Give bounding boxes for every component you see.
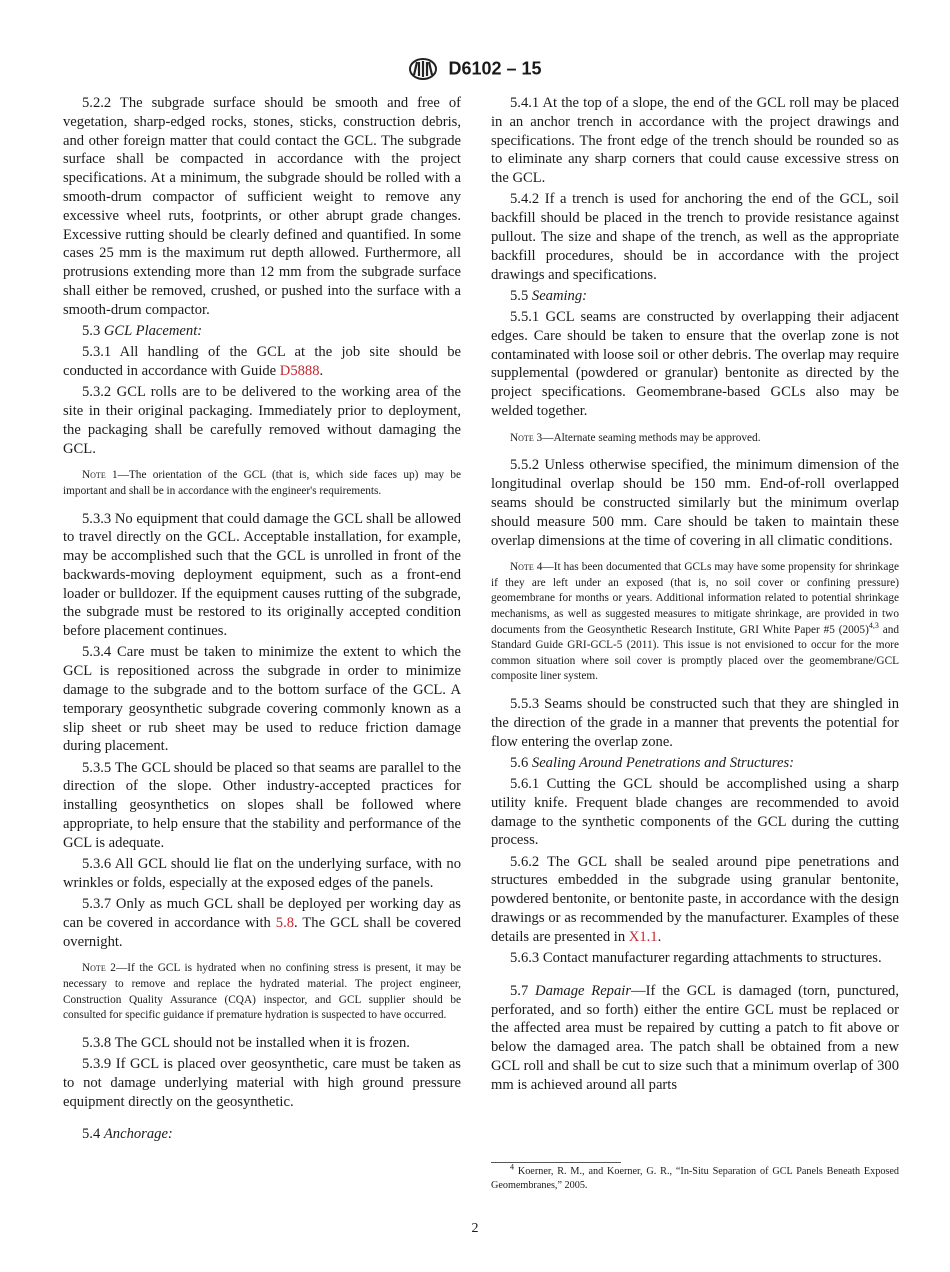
footnote-rule bbox=[491, 1162, 621, 1163]
paragraph-text: 5.4 bbox=[82, 1126, 104, 1143]
footnote-mark: 4 bbox=[510, 1162, 514, 1172]
body-paragraph bbox=[63, 510, 461, 642]
note-paragraph bbox=[491, 560, 899, 685]
cross-reference-link[interactable]: X1.1 bbox=[628, 928, 658, 945]
body-paragraph bbox=[63, 759, 461, 853]
right-column bbox=[491, 94, 899, 1097]
paragraph-text: 5.3.5 The GCL should be placed so that seams are parallel to the direction of the slope. Other industry-accepted practices for installing geosynthetics on slopes shall be followed where appropriate, to help ensure that the stability and performance of the GCL is adequate. bbox=[63, 759, 461, 851]
paragraph-text: 5.3.4 Care must be taken to minimize the extent to which the GCL is repositioned across the subgrade in order to minimize damage to the subgrade and to the bottom surface of the GCL. A temporary geosynthetic subgrade covering commonly known as a slip sheet or rub sheet may be used to reduce friction damage during placement. bbox=[63, 644, 461, 755]
paragraph-text: 1—The orientation of the GCL (that is, which side faces up) may be important and shall be in accordance with the engineer's requirements. bbox=[63, 469, 461, 497]
section-heading: Damage Repair bbox=[535, 982, 632, 999]
body-paragraph bbox=[63, 895, 461, 951]
paragraph-text: 5.3.2 GCL rolls are to be delivered to the working area of the site in their original packaging. Immediately prior to deployment, the packaging shall be carefully removed without damaging the GCL. bbox=[63, 384, 461, 457]
body-paragraph bbox=[491, 853, 899, 947]
note-label: Note bbox=[510, 431, 534, 444]
paragraph-text: 5.6.1 Cutting the GCL should be accomplished using a sharp utility knife. Frequent blade changes are recommended to avoid damage to the synthetic components of the GCL during the cutting process. bbox=[491, 776, 899, 849]
footnote-text: Koerner, R. M., and Koerner, G. R., “In-Situ Separation of GCL Panels Beneath Exposed Geomembranes,” 2005. bbox=[491, 1166, 899, 1191]
paragraph-text: 4—It has been documented that GCLs may have some propensity for shrinkage if they are left under an exposed (that is, no soil cover or confining pressure) geomembrane for months or years. Additional information related to potential shrinkage mechanisms, as well as suggested measures to mitigate shrinkage, are provided in two documents from the Geosynthetic Research Institute, GRI White Paper #5 (2005) bbox=[491, 561, 899, 636]
body-paragraph bbox=[63, 1055, 461, 1111]
paragraph-text: 5.2.2 The subgrade surface should be smooth and free of vegetation, sharp-edged rocks, stones, sticks, construction debris, and other foreign matter that could contact the GCL. The subgrade surface shall be compacted in accordance with the project specifications. At a minimum, the subgrade should be rolled with a smooth-drum compactor of sufficient weight to remove any excessive wheel ruts, footprints, or other abrupt grade changes. Excessive rutting should be clearly defined and quantified. In some cases 25 mm is the maximum rut depth allowed. Furthermore, all protrusions extending more than 12 mm from the subgrade surface shall either be removed, crushed, or pushed into the surface with a smooth-drum compactor. bbox=[63, 95, 461, 318]
note-paragraph bbox=[491, 431, 899, 447]
paragraph-text: 5.3 bbox=[82, 322, 104, 339]
body-paragraph bbox=[63, 343, 461, 381]
section-heading: GCL Placement: bbox=[103, 322, 203, 339]
body-paragraph bbox=[491, 949, 899, 968]
body-paragraph bbox=[491, 695, 899, 751]
paragraph-text: 5.3.6 All GCL should lie flat on the underlying surface, with no wrinkles or folds, especially at the exposed edges of the panels. bbox=[63, 856, 461, 891]
body-paragraph bbox=[491, 754, 899, 773]
paragraph-text: 5.6 bbox=[510, 754, 532, 771]
paragraph-text: and Standard Guide GRI-GCL-5 (2011). This issue is not envisioned to occur for the more common situation where soil cover is promptly placed over the geomembrane/GCL composite liner system. bbox=[491, 623, 900, 683]
paragraph-text: 2—If the GCL is hydrated when no confining stress is present, it may be necessary to remove and replace the hydrated material. The project engineer, Construction Quality Assurance (CQA) inspector, and GCL supplier should be consulted for specific guidance if premature hydration is suspected to have occurred. bbox=[63, 962, 461, 1022]
paragraph-text: —If the GCL is damaged (torn, punctured, perforated, and so forth) either the entire GCL must be replaced or the affected area must be repaired by cutting a patch to fit above or below the damaged area. The patch shall be obtained from a new GCL roll and shall be cut to size such that a minimum overlap of 300 mm is achieved around all parts bbox=[491, 982, 899, 1093]
body-paragraph bbox=[491, 456, 899, 550]
note-label: Note bbox=[82, 469, 106, 482]
page-header bbox=[0, 57, 950, 81]
body-paragraph bbox=[491, 982, 899, 1095]
cross-reference-link[interactable]: D5888 bbox=[279, 362, 320, 379]
body-paragraph bbox=[63, 1125, 461, 1144]
paragraph-text: . bbox=[319, 362, 324, 379]
paragraph-text: 5.5.2 Unless otherwise specified, the minimum dimension of the longitudinal overlap should be 150 mm. End-of-roll overlapped seams should be constructed similarly but the minimum overlap should measure 500 mm. Care should be taken to maintain these overlap dimensions at the time of covering in all climatic conditions. bbox=[491, 457, 899, 549]
section-heading: Seaming: bbox=[531, 287, 588, 304]
paragraph-text: 5.3.3 No equipment that could damage the GCL shall be allowed to travel directly on the GCL. Acceptable installation, for example, may be accomplished such that the GCL is unrolled in front of the backwards-moving deployment equipment, such as a front-end loader or bulldozer. If the equipment causes rutting of the subgrade, the subgrade must be restored to its originally accepted condition before placement continues. bbox=[63, 510, 461, 640]
paragraph-text: 5.4.2 If a trench is used for anchoring the end of the GCL, soil backfill should be placed in the trench to provide resistance against pullout. The size and shape of the trench, as well as the appropriate backfill procedures, should be in accordance with the project drawings and specifications. bbox=[491, 191, 899, 283]
section-heading: Sealing Around Penetrations and Structures: bbox=[531, 754, 795, 771]
paragraph-text: 5.5.3 Seams should be constructed such that they are shingled in the direction of the grade in a manner that prevents the potential for flow entering the overlap zone. bbox=[491, 696, 899, 750]
paragraph-text: 5.6.2 The GCL shall be sealed around pipe penetrations and structures embedded in the subgrade using granular bentonite, powdered bentonite, or bentonite paste, in accordance with the design drawings or as recommended by the manufacturer. Examples of these details are presented in bbox=[491, 853, 899, 945]
body-paragraph bbox=[491, 94, 899, 188]
paragraph-text: 5.5 bbox=[510, 287, 532, 304]
paragraph-text: . The GCL shall be covered overnight. bbox=[63, 914, 462, 950]
footnote bbox=[491, 1163, 899, 1193]
paragraph-text: 3—Alternate seaming methods may be approved. bbox=[533, 431, 761, 444]
section-heading: Anchorage: bbox=[103, 1126, 173, 1143]
paragraph-text: 5.3.1 All handling of the GCL at the job site should be conducted in accordance with Guide bbox=[63, 344, 461, 379]
body-paragraph bbox=[63, 322, 461, 341]
paragraph-text: 5.3.8 The GCL should not be installed when it is frozen. bbox=[82, 1034, 410, 1051]
document-designation: D6102 – 15 bbox=[448, 58, 542, 79]
paragraph-text: 5.7 bbox=[510, 982, 536, 999]
left-column bbox=[63, 94, 461, 1147]
paragraph-text: 5.4.1 At the top of a slope, the end of the GCL roll may be placed in an anchor trench in accordance with the project drawings and specifications. The front edge of the trench should be rounded so as to eliminate any sharp corners that could cause excessive stress on the GCL. bbox=[491, 95, 899, 187]
note-paragraph bbox=[63, 468, 461, 499]
cross-reference-link[interactable]: 5.8 bbox=[275, 914, 295, 931]
paragraph-text: 5.3.9 If GCL is placed over geosynthetic, care must be taken as to not damage underlying material with high ground pressure equipment directly on the geosynthetic. bbox=[63, 1055, 461, 1110]
note-paragraph bbox=[63, 961, 461, 1023]
body-paragraph bbox=[63, 643, 461, 756]
body-paragraph bbox=[63, 1034, 461, 1053]
paragraph-text: . bbox=[657, 928, 662, 945]
superscript-ref: 4,3 bbox=[868, 620, 879, 630]
page-number: 2 bbox=[471, 1221, 479, 1236]
body-paragraph bbox=[491, 308, 899, 421]
paragraph-text: 5.5.1 GCL seams are constructed by overlapping their adjacent edges. Care should be taken to ensure that the overlap zone is not contaminated with loose soil or other debris. The overlap may require supplemental (powdered or granular) bentonite as directed by the project specifications. Geomembrane-based GCLs also may be welded together. bbox=[491, 308, 899, 419]
body-paragraph bbox=[63, 855, 461, 893]
body-paragraph bbox=[491, 190, 899, 284]
paragraph-text: 5.3.7 Only as much GCL shall be deployed per working day as can be covered in accordance with bbox=[63, 896, 461, 931]
paragraph-text: 5.6.3 Contact manufacturer regarding attachments to structures. bbox=[510, 949, 882, 966]
astm-logo-icon bbox=[408, 57, 438, 81]
body-paragraph bbox=[491, 775, 899, 850]
note-label: Note bbox=[510, 561, 534, 574]
body-paragraph bbox=[63, 94, 461, 320]
body-paragraph bbox=[63, 383, 461, 458]
body-paragraph bbox=[491, 287, 899, 306]
note-label: Note bbox=[82, 962, 106, 975]
